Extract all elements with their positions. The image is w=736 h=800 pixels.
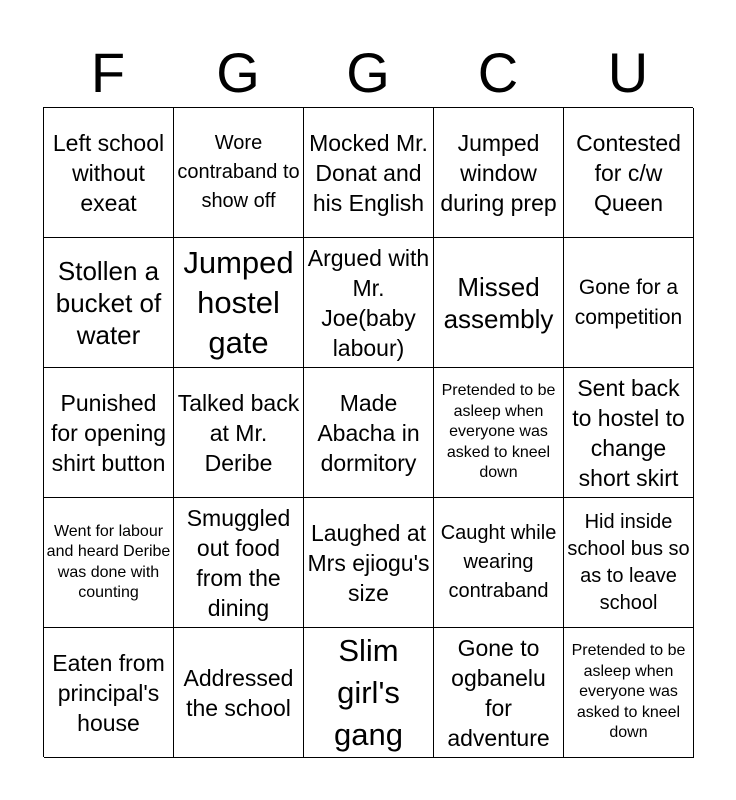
bingo-cell[interactable] [564,498,694,628]
cell-text: Pretended to be asleep when everyone was asked to kneel down [441,382,556,482]
cell-text: Made Abacha in dormitory [317,389,420,476]
bingo-cell[interactable] [44,368,174,498]
cell-text: Hid inside school bus so as to leave school [567,510,690,614]
cell-text: Left school without exeat [52,129,165,216]
cell-text: Sent back to hostel to change short skirt [572,374,685,491]
header-letter-1: F [90,41,126,104]
bingo-cell[interactable] [564,238,694,368]
cell-text: Smuggled out food from the dining [186,504,291,621]
bingo-cell[interactable] [174,368,304,498]
bingo-header [43,40,693,106]
cell-text: Went for labour and heard Deribe was done with counting [46,522,171,601]
cell-text: Slim girl's gang [334,632,403,752]
cell-text: Pretended to be asleep when everyone was asked to kneel down [571,642,686,742]
cell-text: Missed assembly [443,271,554,334]
bingo-cell[interactable] [174,498,304,628]
cell-text: Jumped hostel gate [183,244,294,360]
bingo-cell[interactable] [174,628,304,758]
bingo-cell[interactable] [434,238,564,368]
bingo-cell[interactable] [304,628,434,758]
bingo-cell[interactable] [564,368,694,498]
header-letter-2: G [216,41,260,104]
header-letter-3: G [346,41,390,104]
bingo-cell[interactable] [44,238,174,368]
bingo-cell[interactable] [44,498,174,628]
cell-text: Gone to ogbanelu for adventure [447,634,550,751]
cell-text: Caught while wearing contraband [440,522,557,602]
bingo-cell[interactable] [564,108,694,238]
bingo-cell[interactable] [434,368,564,498]
cell-text: Wore contraband to show off [177,132,300,212]
bingo-cell[interactable] [304,108,434,238]
cell-text: Punished for opening shirt button [50,389,167,476]
bingo-cell[interactable] [44,628,174,758]
bingo-cell[interactable] [434,108,564,238]
bingo-cell[interactable] [304,238,434,368]
cell-text: Addressed the school [183,664,294,721]
bingo-cell[interactable] [304,368,434,498]
cell-text: Laughed at Mrs ejiogu's size [307,519,430,606]
cell-text: Gone for a competition [574,275,683,329]
cell-text: Stollen a bucket of water [55,255,162,350]
cell-text: Talked back at Mr. Deribe [177,389,300,476]
header-letter-4: C [477,41,519,104]
cell-text: Eaten from principal's house [52,649,165,736]
bingo-cell[interactable] [434,498,564,628]
cell-text: Contested for c/w Queen [576,129,681,216]
cell-text: Mocked Mr. Donat and his English [309,129,428,216]
bingo-cell[interactable] [564,628,694,758]
bingo-grid [43,107,693,757]
cell-text: Jumped window during prep [440,129,557,216]
bingo-cell[interactable] [174,108,304,238]
bingo-cell[interactable] [174,238,304,368]
bingo-cell[interactable] [44,108,174,238]
bingo-cell[interactable] [304,498,434,628]
cell-text: Argued with Mr. Joe(baby labour) [307,244,430,361]
bingo-cell[interactable] [434,628,564,758]
header-letter-5: U [607,41,649,104]
